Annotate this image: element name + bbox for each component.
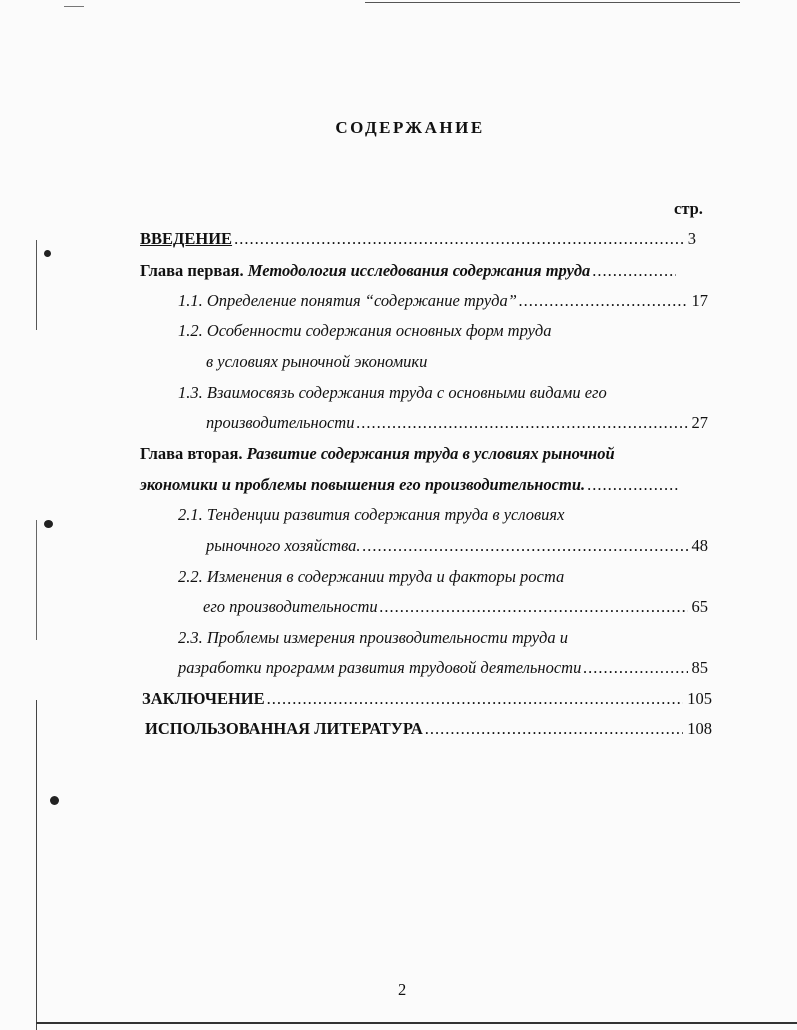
toc-page: 105: [687, 689, 712, 708]
toc-entry-intro: [140, 228, 696, 250]
toc-leader: [380, 596, 688, 618]
toc-page: 48: [691, 536, 708, 555]
toc-section-2-3-line1: 2.3. Проблемы измерения производительности труда и: [178, 628, 569, 647]
toc-label: его производительности: [203, 597, 378, 616]
toc-leader: [267, 688, 684, 710]
toc-label: производительности: [206, 413, 355, 432]
scan-spot-3: [50, 796, 59, 805]
scan-spot-2: [44, 520, 53, 528]
chapter-title: Развитие содержания труда в условиях рыночной: [246, 444, 615, 463]
toc-entry-section-1-1: [178, 290, 708, 312]
toc-leader: [356, 412, 687, 434]
toc-entry-literature: [145, 718, 712, 740]
toc-leader: [234, 228, 684, 250]
toc-entry-section-2-1: [206, 535, 708, 557]
toc-section-1-2-line1: 1.2. Особенности содержания основных форм труда: [178, 321, 552, 340]
toc-entry-conclusion: [142, 688, 712, 710]
toc-entry-section-2-2: [203, 596, 708, 618]
toc-label: ИСПОЛЬЗОВАННАЯ ЛИТЕРАТУРА: [145, 719, 423, 738]
toc-leader: [592, 260, 676, 282]
chapter-prefix: Глава первая.: [140, 261, 244, 280]
scan-bottom-line: [36, 1022, 797, 1024]
toc-chapter2-line1: [140, 443, 615, 465]
toc-page: 85: [691, 658, 708, 677]
toc-label: [140, 260, 590, 282]
toc-page: 108: [687, 719, 712, 738]
chapter-prefix: Глава вторая.: [140, 444, 243, 463]
toc-label: рыночного хозяйства.: [206, 536, 361, 555]
toc-section-1-2-line2: в условиях рыночной экономики: [206, 352, 428, 371]
toc-page: 27: [691, 413, 708, 432]
toc-label: ВВЕДЕНИЕ: [140, 229, 233, 248]
toc-label: ЗАКЛЮЧЕНИЕ: [142, 689, 265, 708]
toc-entry-chapter1: [140, 260, 680, 282]
scan-left-edge: [36, 240, 37, 330]
chapter-title: Методология исследования содержания труда: [247, 261, 591, 280]
toc-label: 1.1. Определение понятия “содержание труда”: [178, 291, 517, 310]
scan-left-edge-2: [36, 520, 37, 640]
toc-leader: [583, 657, 687, 679]
toc-leader: [363, 535, 688, 557]
scan-spot-1: [44, 250, 51, 257]
toc-section-1-3-line1: 1.3. Взаимосвязь содержания труда с основными видами его: [178, 383, 607, 402]
toc-leader: [587, 474, 678, 496]
page-column-header: стр.: [674, 199, 703, 218]
toc-label: разработки программ развития трудовой деятельности: [178, 658, 582, 677]
page-title: СОДЕРЖАНИЕ: [335, 118, 485, 137]
scan-top-mark: [64, 6, 84, 7]
toc-section-2-1-line1: 2.1. Тенденции развития содержания труда в условиях: [178, 505, 565, 524]
toc-entry-section-2-3: [178, 657, 708, 679]
page-number: 2: [398, 980, 407, 999]
toc-label: экономики и проблемы повышения его производительности.: [140, 475, 586, 494]
toc-page: 65: [691, 597, 708, 616]
toc-page: 17: [691, 291, 708, 310]
toc-section-2-2-line1: 2.2. Изменения в содержании труда и факторы роста: [178, 567, 565, 586]
scan-left-edge-3: [36, 700, 37, 1030]
toc-leader: [425, 718, 683, 740]
toc-entry-section-1-3: [206, 412, 708, 434]
toc-page: 3: [687, 229, 696, 248]
toc-leader: [519, 290, 688, 312]
toc-entry-chapter2: [140, 474, 682, 496]
scan-top-line: [365, 2, 740, 3]
